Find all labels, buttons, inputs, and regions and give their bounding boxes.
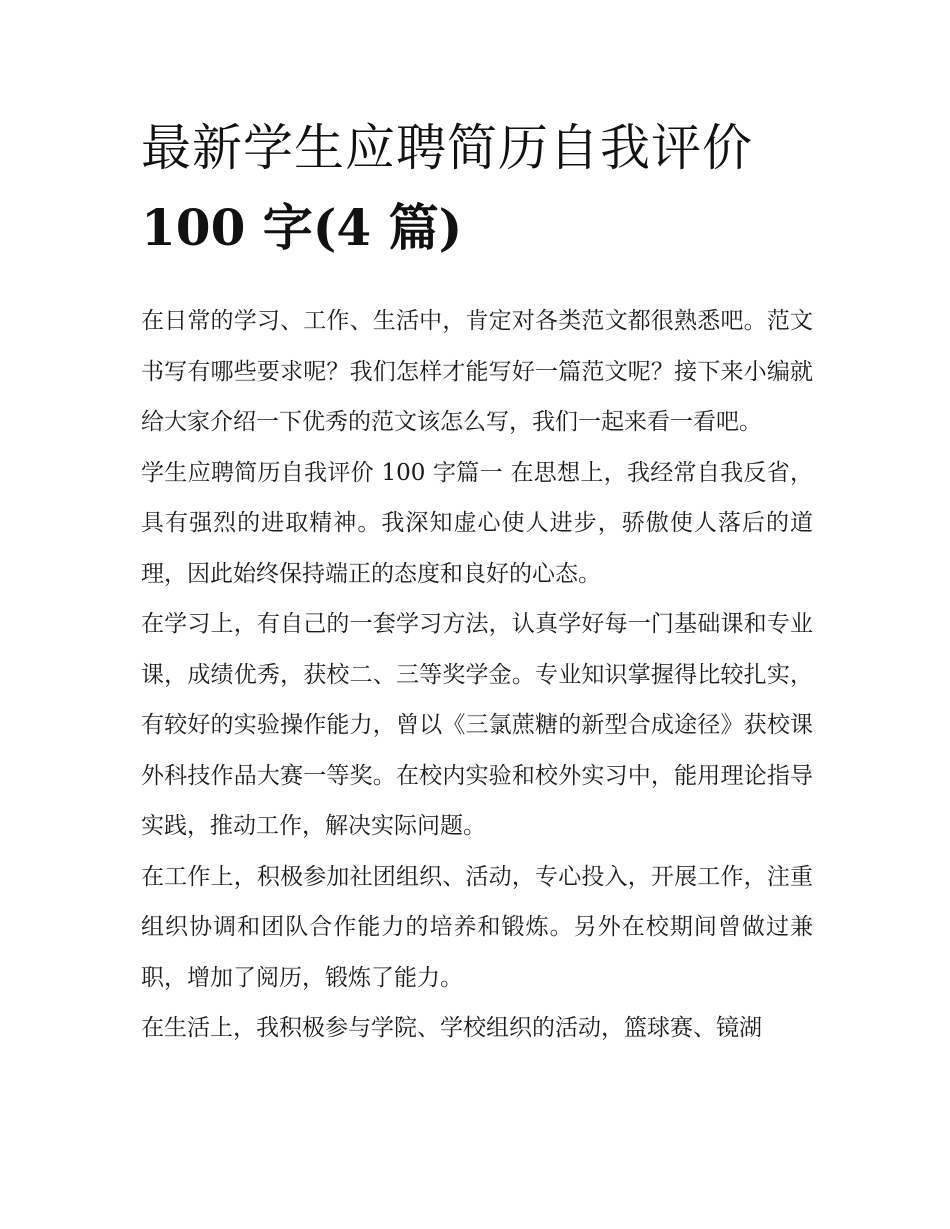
- paragraph-study: 在学习上，有自己的一套学习方法，认真学好每一门基础课和专业课，成绩优秀，获校二、三等奖学金。专业知识掌握得比较扎实，有较好的实验操作能力，曾以《三氯蔗糖的新型合成途径》获校课外科技作品大赛一等奖。在校内实验和校外实习中，能用理论指导实践，推动工作，解决实际问题。: [141, 611, 813, 839]
- title-line-1: 最新学生应聘简历自我评价: [141, 119, 753, 177]
- document-body: [141, 296, 813, 1054]
- title-line-2: 100 字(4 篇): [141, 198, 463, 257]
- paragraph-thinking: 学生应聘简历自我评价 100 字篇一 在思想上，我经常自我反省，具有强烈的进取精神。我深知虚心使人进步，骄傲使人落后的道理，因此始终保持端正的态度和良好的心态。: [141, 459, 813, 587]
- document-title: [141, 108, 813, 268]
- paragraph-intro: 在日常的学习、工作、生活中，肯定对各类范文都很熟悉吧。范文书写有哪些要求呢？我们怎样才能写好一篇范文呢？接下来小编就给大家介绍一下优秀的范文该怎么写，我们一起来看一看吧。: [141, 308, 813, 435]
- paragraph-life: 在生活上，我积极参与学院、学校组织的活动，篮球赛、镜湖: [141, 1015, 762, 1041]
- document-content: [141, 108, 813, 1054]
- paragraph-work: 在工作上，积极参加社团组织、活动，专心投入，开展工作，注重组织协调和团队合作能力的培养和锻炼。另外在校期间曾做过兼职，增加了阅历，锻炼了能力。: [141, 863, 813, 991]
